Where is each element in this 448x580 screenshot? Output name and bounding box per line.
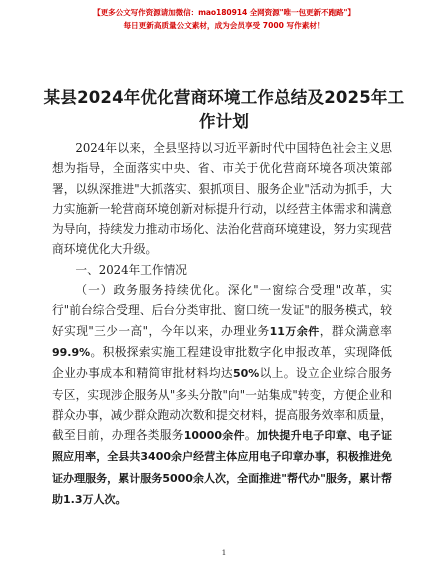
- paragraph-text: 。: [244, 428, 257, 443]
- document-body: [52, 138, 392, 510]
- promo-banner-line-2: 每日更新高质量公文素材，成为会员享受 7000 写作素材！: [123, 21, 325, 30]
- highlight-satisfaction-rate: 99.9%: [52, 345, 91, 359]
- paragraph-text: 以上。设立企业综合服务专区，实现涉企服务从"多头分散"向"一站集成"转变，方便企业和群众办事，减少群众跑动次数和提交材料，提高服务效率和质量，截至目前，办理各类服务: [52, 366, 392, 443]
- promo-banner: [0, 6, 448, 32]
- highlight-business-count: 11万余件: [269, 324, 320, 338]
- paragraph-text: 。积极探索实施工程建设审批数字化申报改革，实现降低企业办事成本和精简审批材料均达: [52, 344, 392, 381]
- document-title: 某县2024年优化营商环境工作总结及2025年工作计划: [43, 88, 405, 131]
- paragraph-text: ，群众满意率: [319, 323, 392, 338]
- page-number: 1: [221, 548, 227, 557]
- promo-banner-line-1: 【更多公文写作资源请加微信：mao180914 全网资源"唯一包更新不跑路"】: [93, 8, 355, 17]
- highlight-reduction-rate: 50%: [232, 367, 260, 381]
- paragraph-text: （一）政务服务持续优化。深化"一窗综合受理"改革，实行"前台综合受理、后台分类审批、窗口统一发证"的服务模式，较好实现"三少一高"，今年以来，办理业务: [52, 283, 392, 338]
- highlight-e-seal-sentence: 加快提升电子印章、电子证照应用率，全县共3400余户经营主体应用电子印章办事，积极推进免证办理服务，累计服务5000余人次，全面推进"帮代办"服务，累计帮助1.3万人次。: [52, 429, 392, 507]
- highlight-service-count: 10000余件: [183, 429, 245, 443]
- government-services-paragraph: [52, 280, 392, 510]
- section-heading-2024-work: 一、2024年工作情况: [75, 262, 187, 277]
- intro-paragraph: 2024年以来，全县坚持以习近平新时代中国特色社会主义思想为指导，全面落实中央、省、市关于优化营商环境各项决策部署，以纵深推进"大抓落实、狠抓项目、服务企业"活动为抓手，大力实施新一轮营商环境创新对标提升行动，以经营主体需求和满意为导向，持续发力推动市场化、法治化营商环境建设，努力实现营商环境优化大升级。: [52, 141, 392, 257]
